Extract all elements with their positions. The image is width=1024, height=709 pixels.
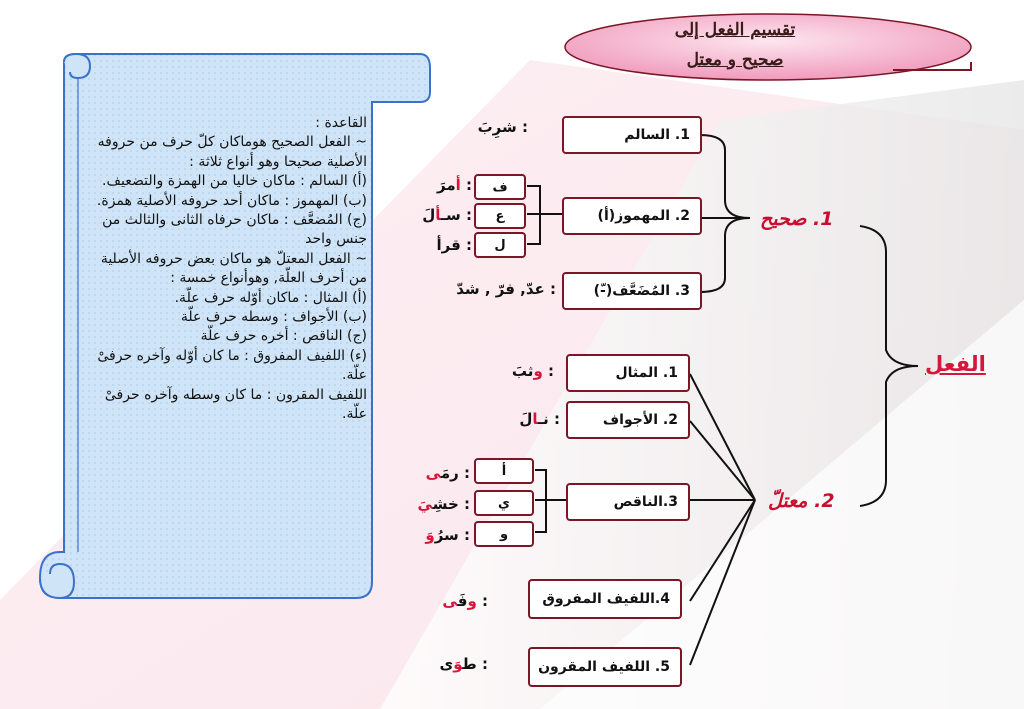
box-mudaaf — [562, 272, 702, 310]
ex-part: : سـ — [440, 206, 472, 224]
rule-line: (ب) المهموز : ماكان أحد حروفه الأصلية همزة. — [96, 192, 367, 209]
rule-line: ~ الفعل المعتلّ هو ماكان بعض حروفه الأصلية من أحرف العلّة, وهوأنواع خمسة : — [100, 250, 367, 287]
ex-part: : ط — [462, 655, 488, 673]
ex-part: : خشِ — [432, 495, 470, 513]
ex-part: : قرأ — [436, 236, 472, 254]
ex-hl: أ — [455, 176, 461, 194]
rule-line: (ب) الأجواف : وسطه حرف علّة — [180, 309, 367, 326]
ex-part: : عدّ — [525, 280, 556, 298]
letter-waw: و — [474, 521, 534, 547]
rule-line: (ج) الناقص : أخره حرف علّة — [200, 328, 367, 345]
example-saruwa — [406, 526, 470, 544]
ex-part: : — [476, 592, 488, 610]
ex-part: لَ — [422, 206, 436, 224]
category-mutal: 2. معتلّ — [768, 490, 835, 512]
box-lafif-mafruq — [528, 579, 682, 619]
letter-alif: أ — [474, 458, 534, 484]
ex-hl: و — [467, 592, 477, 610]
box-label: 1. المثال — [615, 365, 678, 381]
ex-hl: وَ — [453, 655, 463, 673]
ex-part: : — [542, 362, 554, 380]
letter-ain: ع — [474, 203, 526, 229]
letter-ya: ي — [474, 490, 534, 516]
box-mahmuz — [562, 197, 702, 235]
ex-hl: ا — [532, 410, 539, 428]
ex-part: : سرُ — [434, 526, 470, 544]
letter-fa: ف — [474, 174, 526, 200]
example-khashiya — [404, 495, 470, 513]
example-saala — [404, 206, 472, 224]
rule-line: اللفيف المقرون : ما كان وسطه وآخره حرفىْ علّة. — [104, 386, 367, 423]
rule-line: (أ) المثال : ماكان أوّله حرف علّة. — [174, 289, 367, 306]
box-lafif-maqrun — [528, 647, 682, 687]
rule-line: (ج) المُضعَّف : ماكان حرفاه الثانى والثالث من جنس واحد — [102, 212, 367, 248]
box-salim — [562, 116, 702, 154]
example-amara — [412, 176, 472, 194]
example-wafa — [428, 592, 488, 610]
example-tawa — [428, 655, 488, 673]
category-sahih: 1. صحيح — [760, 208, 834, 230]
ex-hl: ى — [425, 464, 441, 482]
box-label: 3. المُضَعَّف(-ّ) — [593, 283, 690, 299]
ex-part: : — [460, 176, 472, 194]
rule-line: ~ الفعل الصحيح هوماكان كلّ حرف من حروفه الأصلية صحيحا وهو أنواع ثلاثة : — [97, 134, 367, 170]
rule-line: القاعدة : — [315, 115, 367, 131]
example-salim: : شرِبَ — [477, 118, 528, 136]
rule-line: (ء) اللفيف المفروق : ما كان أوّله وآخره حرفىْ علّة. — [97, 347, 367, 384]
ex-hl: وَ — [425, 526, 435, 544]
ex-part: مرَ — [436, 176, 456, 194]
ex-part: : نـ — [538, 410, 560, 428]
title-line-1: تقسيم الفعل إلى — [674, 20, 796, 40]
ex-hl: ى — [442, 592, 458, 610]
box-label: 3.الناقص — [613, 494, 678, 510]
example-naala — [500, 410, 560, 428]
box-ajwaf — [566, 401, 690, 439]
title-line-2: صحيح و معتل — [686, 50, 784, 70]
box-label: 2. الأجواف — [602, 412, 678, 428]
box-mithal — [566, 354, 690, 392]
example-rama — [410, 464, 470, 482]
root-label: الفعل — [925, 352, 986, 376]
ex-hl: و — [533, 362, 543, 380]
ex-part: , — [514, 280, 526, 298]
ex-hl: يَ — [417, 495, 433, 513]
ex-part: فَ — [457, 592, 468, 610]
ex-part: ثبَ — [511, 362, 534, 380]
example-wathaba — [494, 362, 554, 380]
ex-part: فرّ — [495, 280, 515, 298]
example-mudaaf — [440, 280, 556, 298]
letter-lam: ل — [474, 232, 526, 258]
box-naqis — [566, 483, 690, 521]
rule-line: (أ) السالم : ماكان خاليا من الهمزة والتضعيف. — [102, 173, 367, 190]
ex-part: , شدّ — [456, 280, 496, 298]
box-label: 5. اللفيف المقرون — [538, 659, 670, 675]
ex-part: ى — [439, 655, 454, 673]
box-label: 4.اللفيف المفروق — [542, 591, 670, 607]
box-label: 1. السالم — [624, 127, 690, 143]
example-qaraa — [412, 236, 472, 254]
ex-part: : رمَ — [440, 464, 470, 482]
ex-hl: أ — [435, 206, 441, 224]
ex-part: لَ — [519, 410, 533, 428]
box-label: 2. المهموز(أ) — [597, 208, 690, 224]
